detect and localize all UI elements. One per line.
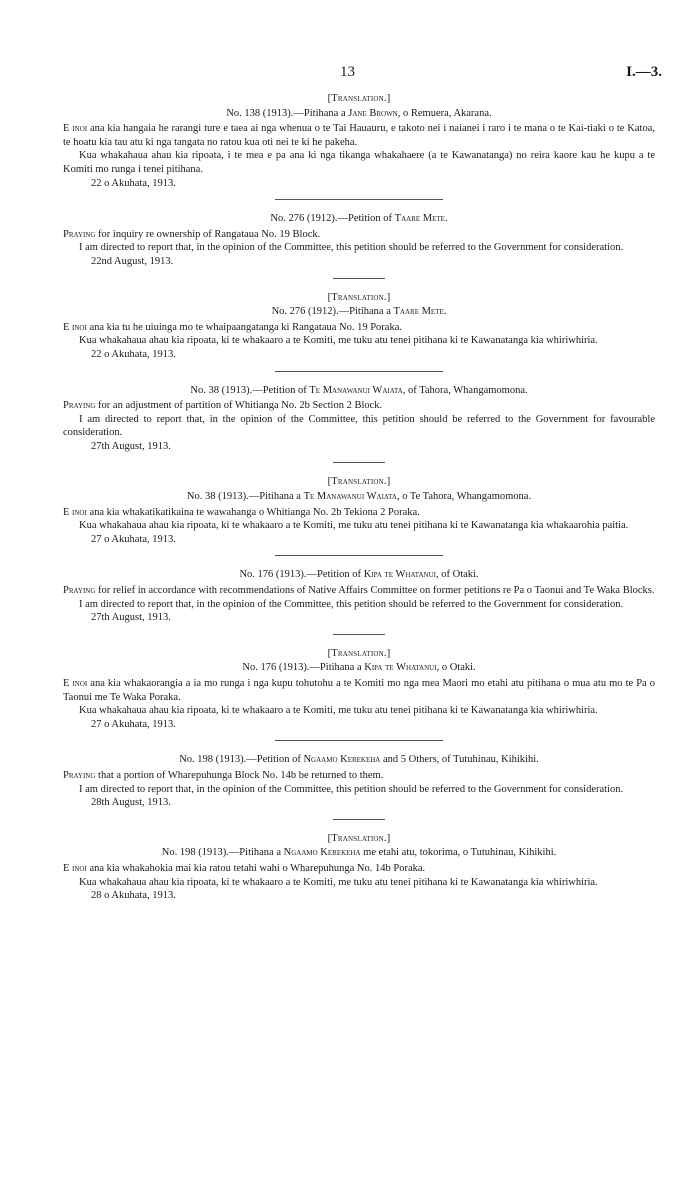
report-date: 22 o Akuhata, 1913. (91, 177, 176, 189)
prayer-text: ana kia whakatikatikaina te wawahanga o Whitianga No. 2b Tekiona 2 Poraka. (86, 506, 420, 518)
title-prefix: No. 276 (1912).—Pitihana a (271, 306, 394, 318)
petition-prayer (63, 321, 655, 335)
translation-label: [Translation.] (327, 476, 391, 488)
title-prefix: No. 198 (1913).—Pitihana a (161, 847, 284, 859)
title-prefix: No. 138 (1913).—Pitihana a (226, 107, 349, 119)
title-suffix: , o Otaki. (436, 662, 476, 674)
petition-prayer (63, 228, 655, 242)
committee-report: Kua whakahaua ahau kia ripoata, ki te whakaaro a te Komiti, me tuku atu tenei pitihana ki te Kawanatanga kia whakaarohia paitia. (79, 520, 629, 532)
report-date: 27th August, 1913. (91, 612, 171, 624)
petitioner-name: Te Manawanui Waiata (309, 384, 403, 396)
translation-label: [Translation.] (327, 832, 391, 844)
prayer-text: ana kia whakahokia mai kia ratou tetahi wahi o Wharepuhunga No. 14b Poraka. (86, 862, 426, 874)
prayer-text: for an adjustment of partition of Whitianga No. 2b Section 2 Block. (95, 400, 383, 412)
section-divider (275, 371, 443, 372)
petition-prayer (63, 862, 655, 876)
petitioner-name: Jane Brown (348, 107, 398, 119)
title-prefix: No. 38 (1913).—Pitihana a (186, 491, 304, 503)
translation-label: [Translation.] (327, 93, 391, 104)
committee-report: I am directed to report that, in the opinion of the Committee, this petition should be referred to the Government for consideration. (79, 783, 624, 795)
section-divider (275, 555, 443, 556)
petition-body (63, 584, 655, 625)
petition-title (63, 305, 655, 319)
petition-body (63, 122, 655, 190)
petition-title (63, 753, 655, 767)
petitioner-name: Kipa te Whatanui (363, 569, 436, 581)
petitioner-name: Te Manawanui Waiata (303, 491, 397, 503)
title-prefix: No. 176 (1913).—Pitihana a (242, 662, 365, 674)
petition-title (63, 212, 655, 226)
petitioner-name: Kipa te Whatanui (364, 662, 437, 674)
prayer-text: ana kia whakaorangia a ia mo runga i nga kupu tohutohu a te Komiti mo nga mea Maori mo etahi atu pitihana o mua atu mo te Pa o Taonui me Te Waka Poraka. (63, 678, 656, 703)
petition-276-english (63, 212, 655, 268)
title-suffix: , of Tahora, Whangamomona. (402, 384, 528, 396)
petition-38-translation (63, 475, 655, 546)
title-suffix: and 5 Others, of Tutuhinau, Kihikihi. (380, 754, 539, 766)
petition-prayer (63, 769, 655, 783)
prayer-text: for inquiry re ownership of Rangataua No. 19 Block. (95, 228, 321, 240)
committee-report: Kua whakahaua ahau kia ripoata, i te mea e pa ana ki nga tikanga whakahaere (a te Kawanatanga) no reira kaore kau he kupu a te Komiti mo runga i tenei pitihana. (63, 150, 655, 175)
prayer-lead: Praying (63, 400, 96, 412)
title-prefix: No. 38 (1913).—Petition of (190, 384, 310, 396)
translation-label: [Translation.] (327, 647, 391, 659)
title-suffix: , o Remuera, Akarana. (397, 107, 492, 119)
petition-body (63, 399, 655, 453)
petition-body (63, 321, 655, 362)
petition-prayer (63, 584, 655, 598)
petition-body (63, 769, 655, 810)
prayer-lead: Praying (63, 585, 96, 597)
translation-label: [Translation.] (327, 291, 391, 303)
report-date: 28th August, 1913. (91, 797, 171, 809)
prayer-lead: E inoi (63, 678, 88, 689)
report-date: 27 o Akuhata, 1913. (91, 533, 176, 545)
committee-report: Kua whakahaua ahau kia ripoata, ki te whakaaro a te Komiti, me tuku atu tenei pitihana ki te Kawanatanga kia whiriwhiria. (79, 705, 598, 717)
petition-body (63, 506, 655, 547)
committee-report: I am directed to report that, in the opinion of the Committee, this petition should be referred to the Government for consideration. (79, 242, 624, 254)
petition-title (63, 846, 655, 860)
prayer-text: for relief in accordance with recommendations of Native Affairs Committee on former petitions re Pa o Taonui and Te Waka Blocks. (95, 585, 655, 597)
petition-prayer (63, 122, 655, 149)
committee-report: I am directed to report that, in the opinion of the Committee, this petition should be referred to the Government for favourable consideration. (63, 413, 655, 439)
section-divider (333, 462, 385, 463)
petition-198-english (63, 753, 655, 809)
petition-138-translation (63, 92, 655, 190)
petitioner-name: Taare Mete (393, 306, 444, 318)
petition-prayer (63, 677, 655, 704)
prayer-text: that a portion of Wharepuhunga Block No. 14b be returned to them. (95, 769, 384, 781)
paper-reference: I.—3. (626, 64, 662, 80)
title-prefix: No. 198 (1913).—Petition of (179, 754, 304, 766)
title-suffix: . (443, 306, 447, 318)
title-prefix: No. 176 (1913).—Petition of (239, 569, 364, 581)
title-prefix: No. 276 (1912).—Petition of (270, 213, 395, 225)
section-divider (333, 819, 385, 820)
report-date: 22nd August, 1913. (91, 255, 174, 267)
petition-176-translation (63, 647, 655, 732)
title-suffix: . (444, 213, 448, 225)
petitions-content (63, 92, 655, 903)
report-date: 27th August, 1913. (91, 440, 171, 452)
report-date: 22 o Akuhata, 1913. (91, 348, 176, 360)
prayer-lead: Praying (63, 769, 96, 781)
page-number: 13 (340, 64, 355, 80)
title-suffix: me etahi atu, tokorima, o Tutuhinau, Kihikihi. (360, 847, 557, 859)
petition-38-english (63, 384, 655, 454)
petition-title (63, 568, 655, 582)
page-header (0, 64, 700, 84)
petition-176-english (63, 568, 655, 624)
section-divider (275, 740, 443, 741)
petition-title (63, 384, 655, 398)
prayer-lead: Praying (63, 228, 96, 240)
petitioner-name: Taare Mete (394, 213, 445, 225)
prayer-lead: E inoi (63, 123, 88, 135)
petition-title (63, 661, 655, 675)
prayer-text: ana kia tu he uiuinga mo te whaipaangatanga ki Rangataua No. 19 Poraka. (86, 321, 403, 333)
prayer-lead: E inoi (63, 506, 87, 518)
petitioner-name: Ngaamo Kerekeha (303, 754, 381, 766)
prayer-text: ana kia hangaia he rarangi ture e taea ai nga whenua o te Tai Hauauru, e takoto nei i naianei i raro i te mana o te Kai-tiaki o te Katoa, te hoatu kia tau atu ki nga tangata no ratou kua oti nei te ki he pakeha. (63, 123, 655, 148)
petition-body (63, 228, 655, 269)
section-divider (275, 199, 443, 200)
report-date: 28 o Akuhata, 1913. (91, 890, 176, 902)
committee-report: Kua whakahaua ahau kia ripoata, ki te whakaaro a te Komiti, me tuku atu tenei pitihana ki te Kawanatanga kia whiriwhiria. (79, 335, 598, 347)
committee-report: Kua whakahaua ahau kia ripoata, ki te whakaaro a te Komiti, me tuku atu tenei pitihana ki te Kawanatanga kia whiriwhiria. (79, 876, 598, 888)
prayer-lead: E inoi (63, 862, 87, 874)
title-suffix: , o Te Tahora, Whangamomona. (396, 491, 532, 503)
petition-body (63, 862, 655, 903)
petition-276-translation (63, 291, 655, 362)
petition-prayer (63, 506, 655, 520)
section-divider (333, 278, 385, 279)
petition-body (63, 677, 655, 731)
committee-report: I am directed to report that, in the opinion of the Committee, this petition should be referred to the Government for consideration. (79, 598, 624, 610)
report-date: 27 o Akuhata, 1913. (91, 718, 176, 730)
petition-title (63, 490, 655, 504)
title-suffix: , of Otaki. (435, 569, 479, 581)
section-divider (333, 634, 385, 635)
petition-198-translation (63, 832, 655, 903)
petition-title (63, 107, 655, 121)
prayer-lead: E inoi (63, 321, 87, 333)
petition-prayer (63, 399, 655, 413)
petitioner-name: Ngaamo Kerekeha (283, 847, 361, 859)
